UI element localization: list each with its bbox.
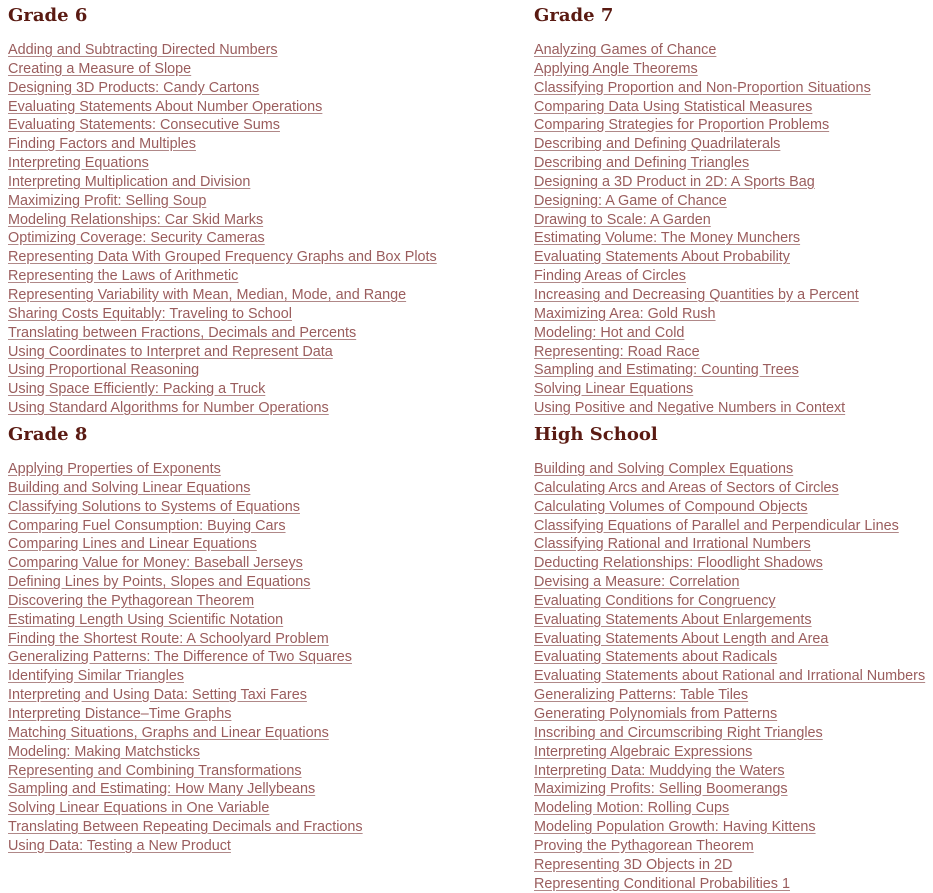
list-item	[534, 211, 929, 230]
list-item	[534, 554, 929, 573]
list-item	[8, 554, 518, 573]
lesson-list	[8, 460, 518, 856]
section-heading: Grade 8	[8, 424, 88, 445]
list-item	[534, 686, 929, 705]
list-item	[534, 517, 929, 536]
grade-8-section	[8, 419, 518, 856]
list-item	[534, 875, 929, 893]
list-item	[8, 79, 518, 98]
lesson-link[interactable]: Comparing Fuel Consumption: Buying Cars	[8, 517, 286, 534]
lesson-link[interactable]: Describing and Defining Triangles	[534, 155, 750, 172]
list-item	[534, 611, 929, 630]
lesson-link[interactable]: Describing and Defining Quadrilaterals	[534, 136, 781, 153]
lesson-link[interactable]: Deducting Relationships: Floodlight Shadows	[534, 555, 823, 572]
list-item	[534, 116, 929, 135]
lesson-link[interactable]: Proving the Pythagorean Theorem	[534, 837, 754, 854]
lesson-link[interactable]: Evaluating Statements About Length and Area	[534, 630, 829, 647]
list-item	[534, 399, 929, 418]
lesson-link[interactable]: Estimating Volume: The Money Munchers	[534, 230, 801, 247]
list-item	[8, 380, 518, 399]
list-item	[8, 648, 518, 667]
lesson-link[interactable]: Comparing Lines and Linear Equations	[8, 536, 257, 553]
lesson-link[interactable]: Designing a 3D Product in 2D: A Sports Bag	[534, 173, 815, 190]
lesson-link[interactable]: Maximizing Area: Gold Rush	[534, 305, 716, 322]
list-item	[8, 762, 518, 781]
list-item	[534, 248, 929, 267]
lesson-link[interactable]: Identifying Similar Triangles	[8, 668, 184, 685]
lesson-link[interactable]: Designing 3D Products: Candy Cartons	[8, 79, 260, 96]
lesson-link[interactable]: Inscribing and Circumscribing Right Triangles	[534, 724, 823, 741]
list-item	[534, 267, 929, 286]
list-item	[534, 305, 929, 324]
list-item	[534, 98, 929, 117]
section-heading: Grade 7	[534, 5, 614, 26]
lesson-link[interactable]: Increasing and Decreasing Quantities by a Percent	[534, 286, 859, 303]
lesson-link[interactable]: Interpreting Multiplication and Division	[8, 173, 251, 190]
list-item	[8, 305, 518, 324]
lesson-link[interactable]: Interpreting Distance–Time Graphs	[8, 705, 232, 722]
lesson-link[interactable]: Maximizing Profit: Selling Soup	[8, 192, 207, 209]
lesson-link[interactable]: Defining Lines by Points, Slopes and Equations	[8, 574, 311, 591]
lesson-link[interactable]: Modeling: Making Matchsticks	[8, 743, 200, 760]
list-item	[534, 856, 929, 875]
lesson-link[interactable]: Discovering the Pythagorean Theorem	[8, 592, 255, 609]
lesson-link[interactable]: Optimizing Coverage: Security Cameras	[8, 230, 265, 247]
lesson-link[interactable]: Maximizing Profits: Selling Boomerangs	[534, 781, 788, 798]
lesson-link[interactable]: Modeling Population Growth: Having Kittens	[534, 819, 816, 836]
list-item	[8, 248, 518, 267]
lesson-link[interactable]: Designing: A Game of Chance	[534, 192, 727, 209]
lesson-link[interactable]: Classifying Rational and Irrational Numbers	[534, 536, 811, 553]
list-item	[8, 630, 518, 649]
list-item	[8, 799, 518, 818]
high-school-section	[534, 419, 929, 893]
list-item	[8, 173, 518, 192]
lesson-link[interactable]: Calculating Volumes of Compound Objects	[534, 498, 808, 515]
list-item	[534, 229, 929, 248]
list-item	[534, 498, 929, 517]
list-item	[534, 705, 929, 724]
list-item	[8, 686, 518, 705]
list-item	[534, 286, 929, 305]
lesson-link[interactable]: Interpreting Data: Muddying the Waters	[534, 762, 785, 779]
lesson-link[interactable]: Generalizing Patterns: Table Tiles	[534, 687, 749, 704]
list-item	[8, 229, 518, 248]
lesson-link[interactable]: Using Standard Algorithms for Number Operations	[8, 400, 329, 417]
list-item	[534, 60, 929, 79]
lesson-link[interactable]: Comparing Strategies for Proportion Problems	[534, 117, 830, 134]
list-item	[534, 79, 929, 98]
list-item	[8, 818, 518, 837]
list-item	[534, 380, 929, 399]
list-item	[534, 799, 929, 818]
lesson-link[interactable]: Modeling Motion: Rolling Cups	[534, 800, 730, 817]
lesson-link[interactable]: Evaluating Statements: Consecutive Sums	[8, 117, 280, 134]
list-item	[8, 837, 518, 856]
lesson-link[interactable]: Finding Factors and Multiples	[8, 136, 196, 153]
grade-6-section	[8, 0, 518, 418]
lesson-link[interactable]: Solving Linear Equations in One Variable	[8, 800, 270, 817]
lesson-link[interactable]: Estimating Length Using Scientific Notation	[8, 611, 284, 628]
lesson-link[interactable]: Using Proportional Reasoning	[8, 362, 200, 379]
list-item	[8, 135, 518, 154]
lesson-link[interactable]: Creating a Measure of Slope	[8, 60, 192, 77]
lesson-link[interactable]: Representing and Combining Transformations	[8, 762, 302, 779]
list-item	[534, 667, 929, 686]
lesson-link[interactable]: Sharing Costs Equitably: Traveling to School	[8, 305, 292, 322]
lesson-link[interactable]: Using Coordinates to Interpret and Represent Data	[8, 343, 333, 360]
list-item	[534, 762, 929, 781]
grade-7-section	[534, 0, 929, 418]
lesson-link[interactable]: Representing Variability with Mean, Median, Mode, and Range	[8, 286, 407, 303]
lesson-link[interactable]: Applying Properties of Exponents	[8, 461, 221, 477]
section-heading: Grade 6	[8, 5, 88, 26]
list-item	[8, 154, 518, 173]
list-item	[534, 818, 929, 837]
lesson-link[interactable]: Modeling: Hot and Cold	[534, 324, 685, 341]
lesson-link[interactable]: Comparing Value for Money: Baseball Jerseys	[8, 555, 303, 572]
list-item	[534, 41, 929, 60]
lesson-link[interactable]: Using Positive and Negative Numbers in Context	[534, 400, 846, 417]
list-item	[534, 743, 929, 762]
list-item	[534, 324, 929, 343]
lesson-link[interactable]: Evaluating Statements about Radicals	[534, 649, 778, 666]
lesson-link[interactable]: Representing 3D Objects in 2D	[534, 856, 733, 873]
lesson-link[interactable]: Representing: Road Race	[534, 343, 700, 360]
lesson-link[interactable]: Sampling and Estimating: Counting Trees	[534, 362, 799, 379]
list-item	[8, 573, 518, 592]
list-item	[534, 361, 929, 380]
list-item	[8, 780, 518, 799]
lesson-list	[8, 41, 518, 418]
lesson-link[interactable]: Calculating Arcs and Areas of Sectors of Circles	[534, 479, 839, 496]
lesson-link[interactable]: Representing Conditional Probabilities 1	[534, 875, 790, 892]
list-item	[8, 361, 518, 380]
list-item	[534, 154, 929, 173]
lesson-link[interactable]: Analyzing Games of Chance	[534, 42, 717, 58]
lesson-link[interactable]: Building and Solving Linear Equations	[8, 479, 251, 496]
list-item	[534, 724, 929, 743]
lesson-link[interactable]: Evaluating Statements About Probability	[534, 249, 790, 266]
list-item	[8, 399, 518, 418]
list-item	[534, 837, 929, 856]
lesson-list	[534, 460, 929, 893]
lesson-link[interactable]: Finding the Shortest Route: A Schoolyard Problem	[8, 630, 329, 647]
lesson-link[interactable]: Evaluating Statements About Number Operations	[8, 98, 323, 115]
list-item	[534, 192, 929, 211]
list-item	[8, 267, 518, 286]
lesson-link[interactable]: Generating Polynomials from Patterns	[534, 705, 778, 722]
list-item	[534, 343, 929, 362]
list-item	[8, 592, 518, 611]
list-item	[534, 780, 929, 799]
lesson-link[interactable]: Using Space Efficiently: Packing a Truck	[8, 381, 266, 398]
list-item	[8, 479, 518, 498]
list-item	[8, 324, 518, 343]
lesson-link[interactable]: Modeling Relationships: Car Skid Marks	[8, 211, 264, 228]
lesson-list	[534, 41, 929, 418]
lesson-link[interactable]: Classifying Solutions to Systems of Equations	[8, 498, 300, 515]
list-item	[8, 343, 518, 362]
lesson-link[interactable]: Evaluating Conditions for Congruency	[534, 592, 776, 609]
list-item	[8, 611, 518, 630]
list-item	[8, 705, 518, 724]
lesson-link[interactable]: Finding Areas of Circles	[534, 268, 686, 285]
list-item	[8, 517, 518, 536]
lesson-link[interactable]: Evaluating Statements about Rational and Irrational Numbers	[534, 668, 926, 685]
list-item	[8, 41, 518, 60]
list-item	[534, 630, 929, 649]
list-item	[534, 648, 929, 667]
lesson-link[interactable]: Translating Between Repeating Decimals and Fractions	[8, 819, 363, 836]
list-item	[534, 460, 929, 479]
lesson-link[interactable]: Representing Data With Grouped Frequency Graphs and Box Plots	[8, 249, 437, 266]
lesson-link[interactable]: Building and Solving Complex Equations	[534, 461, 794, 477]
list-item	[8, 116, 518, 135]
lesson-link[interactable]: Using Data: Testing a New Product	[8, 837, 231, 854]
list-item	[8, 211, 518, 230]
list-item	[534, 135, 929, 154]
list-item	[534, 573, 929, 592]
section-heading: High School	[534, 424, 658, 445]
list-item	[8, 724, 518, 743]
list-item	[8, 743, 518, 762]
lesson-link[interactable]: Solving Linear Equations	[534, 381, 694, 398]
lesson-link[interactable]: Classifying Equations of Parallel and Perpendicular Lines	[534, 517, 899, 534]
list-item	[8, 498, 518, 517]
list-item	[8, 286, 518, 305]
lesson-link[interactable]: Comparing Data Using Statistical Measures	[534, 98, 813, 115]
lesson-link[interactable]: Representing the Laws of Arithmetic	[8, 268, 239, 285]
lesson-link[interactable]: Interpreting Equations	[8, 155, 149, 172]
lesson-link[interactable]: Drawing to Scale: A Garden	[534, 211, 711, 228]
lesson-link[interactable]: Devising a Measure: Correlation	[534, 574, 740, 591]
list-item	[534, 479, 929, 498]
lesson-link[interactable]: Matching Situations, Graphs and Linear Equations	[8, 724, 329, 741]
list-item	[8, 667, 518, 686]
list-item	[8, 60, 518, 79]
lesson-link[interactable]: Evaluating Statements About Enlargements	[534, 611, 812, 628]
lesson-link[interactable]: Interpreting and Using Data: Setting Taxi Fares	[8, 687, 307, 704]
lesson-link[interactable]: Adding and Subtracting Directed Numbers	[8, 42, 278, 58]
lesson-link[interactable]: Sampling and Estimating: How Many Jellybeans	[8, 781, 316, 798]
lesson-link[interactable]: Applying Angle Theorems	[534, 60, 698, 77]
list-item	[8, 98, 518, 117]
lesson-link[interactable]: Translating between Fractions, Decimals and Percents	[8, 324, 357, 341]
list-item	[8, 535, 518, 554]
list-item	[534, 535, 929, 554]
lesson-link[interactable]: Generalizing Patterns: The Difference of Two Squares	[8, 649, 352, 666]
list-item	[8, 460, 518, 479]
lesson-link[interactable]: Interpreting Algebraic Expressions	[534, 743, 753, 760]
list-item	[8, 192, 518, 211]
lesson-link[interactable]: Classifying Proportion and Non-Proportion Situations	[534, 79, 871, 96]
list-item	[534, 173, 929, 192]
list-item	[534, 592, 929, 611]
